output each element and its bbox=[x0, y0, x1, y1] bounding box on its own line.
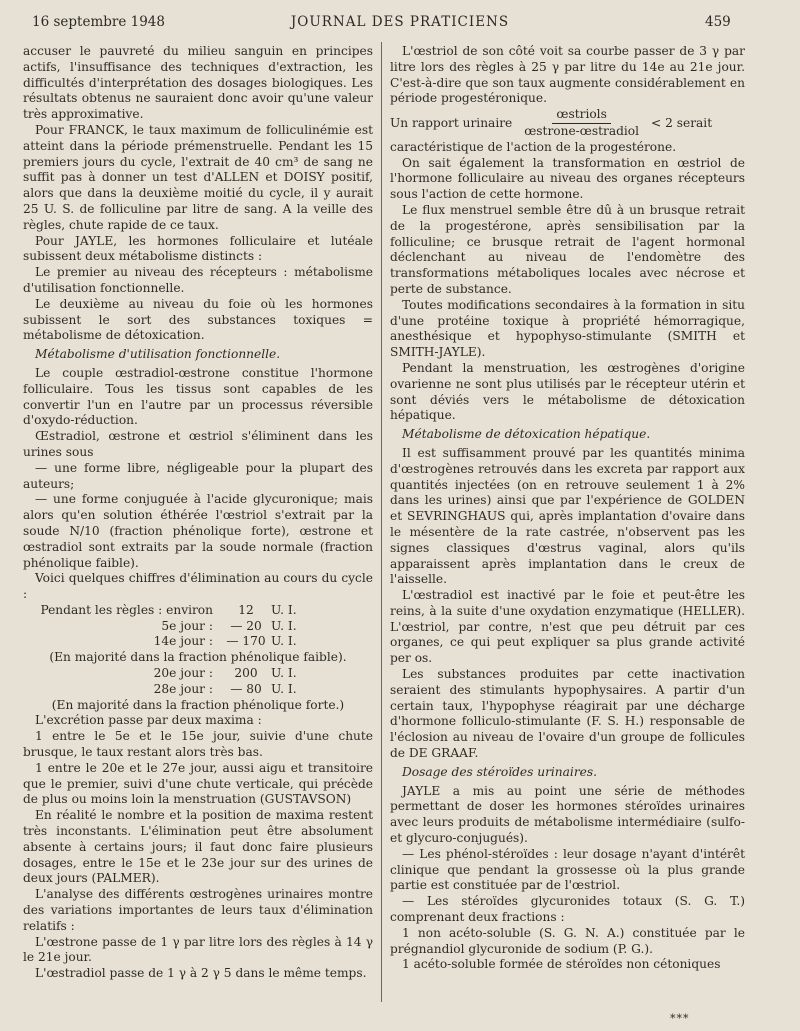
page-number: 459 bbox=[705, 14, 731, 30]
table-cell: U. I. bbox=[271, 681, 297, 696]
paragraph: — Les stéroïdes glycuronides totaux (S. G. T.) comprenant deux fractions : bbox=[390, 894, 745, 925]
table-cell: U. I. bbox=[271, 618, 297, 633]
left-column bbox=[23, 44, 373, 982]
table-cell: U. I. bbox=[271, 602, 297, 617]
table-cell: 14e jour : bbox=[153, 634, 213, 649]
table-cell: Pendant les règles : environ bbox=[40, 602, 213, 617]
table-cell: 12 bbox=[238, 602, 254, 617]
header-date: 16 septembre 1948 bbox=[32, 14, 165, 30]
paragraph: L'œstradiol est inactivé par le foie et peut-être les reins, à la suite d'une oxydation enzymatique (HELLER). L'œstriol, par contre, n'est que peu détruit par ces organes, ce qui peut expliquer sa plus grande activité per os. bbox=[390, 588, 745, 666]
paragraph: 1 entre le 5e et le 15e jour, suivie d'une chute brusque, le taux restant alors très bas. bbox=[23, 729, 373, 760]
paragraph: 1 non acéto-soluble (S. G. N. A.) constituée par le prégnandiol glycuronide de sodium (P. G.). bbox=[390, 925, 745, 956]
table-cell: U. I. bbox=[271, 666, 297, 681]
paragraph: Pendant la menstruation, les œstrogènes d'origine ovarienne ne sont plus utilisés par le récepteur utérin et sont déviés vers le métabolisme de détoxication hépatique. bbox=[390, 360, 745, 423]
table-cell: U. I. bbox=[271, 634, 297, 649]
fraction-denominator: œstrone-œstradiol bbox=[524, 123, 640, 138]
table-cell: 28e jour : bbox=[153, 681, 213, 696]
paragraph: — Les phénol-stéroïdes : leur dosage n'ayant d'intérêt clinique que pendant la grossesse où la plus grande partie est constituée par de l'œstriol. bbox=[390, 846, 745, 893]
table-row bbox=[23, 603, 373, 619]
paragraph: Voici quelques chiffres d'élimination au cours du cycle : bbox=[23, 571, 373, 602]
table-cell: — 170 bbox=[226, 634, 266, 649]
paragraph: Le deuxième au niveau du foie où les hormones subissent le sort des substances toxiques = métabolisme de détoxication. bbox=[23, 296, 373, 343]
journal-title: JOURNAL DES PRATICIENS bbox=[290, 14, 510, 30]
table-cell: 200 bbox=[234, 666, 258, 681]
paragraph: — une forme libre, négligeable pour la plupart des auteurs; bbox=[23, 460, 373, 491]
table-row bbox=[23, 619, 373, 635]
paragraph: Le couple œstradiol-œstrone constitue l'hormone folliculaire. Tous les tissus sont capables de les convertir l'un en l'autre par un processus réversible d'oxydo-réduction. bbox=[23, 365, 373, 428]
paragraph: En réalité le nombre et la position de maxima restent très inconstants. L'élimination peut être absolument absente à certains jours; il faut donc faire plusieurs dosages, entre le 15e et le 23e jour sur des urines de deux jours (PALMER). bbox=[23, 808, 373, 886]
paragraph: L'excrétion passe par deux maxima : bbox=[35, 713, 262, 728]
paragraph: accuser le pauvreté du milieu sanguin en principes actifs, l'insuffisance des techniques d'extraction, les difficultés d'interprétation des dosages biologiques. Les résultats obtenus ne sauraient donc avoir qu'une valeur très approximative. bbox=[23, 44, 373, 122]
table-row bbox=[23, 666, 373, 682]
paragraph: 1 acéto-soluble formée de stéroïdes non cétoniques bbox=[402, 957, 721, 972]
paragraph: Toutes modifications secondaires à la formation in situ d'une protéine toxique à propriété hémorragique, anesthésique et hypophyso-stimulante (SMITH et SMITH-JAYLE). bbox=[390, 297, 745, 360]
paragraph: L'œstrone passe de 1 γ par litre lors des règles à 14 γ le 21e jour. bbox=[23, 934, 373, 965]
paragraph: Le flux menstruel semble être dû à un brusque retrait de la progestérone, après sensibilisation par la folliculine; ce brusque retrait de l'agent hormonal déclenchant au niveau de l'endomètre des transformations métaboliques locales avec nécrose et perte de substance. bbox=[390, 202, 745, 296]
ratio-formula bbox=[390, 107, 745, 140]
paragraph: L'œstradiol passe de 1 γ à 2 γ 5 dans le même temps. bbox=[35, 966, 367, 981]
section-heading: Dosage des stéroïdes urinaires. bbox=[402, 764, 597, 779]
paragraph: Œstradiol, œstrone et œstriol s'éliminent dans les urines sous bbox=[23, 429, 373, 459]
table-row bbox=[23, 682, 373, 698]
paragraph: On sait également la transformation en œstriol de l'hormone folliculaire au niveau des organes récepteurs sous l'action de cette hormone. bbox=[390, 155, 745, 202]
section-heading: Métabolisme d'utilisation fonctionnelle. bbox=[35, 347, 281, 362]
footer-mark: *** bbox=[670, 1012, 690, 1025]
paragraph: caractéristique de l'action de la progestérone. bbox=[390, 139, 677, 154]
paragraph: Les substances produites par cette inactivation seraient des stimulants hypophysaires. A partir d'un certain taux, l'hypophyse réagirait par une décharge d'hormone folliculo-stimulante (F. S. H.) responsable de l'éclosion au niveau de l'ovaire d'un groupe de follicules de DE GRAAF. bbox=[390, 667, 745, 761]
right-column bbox=[390, 44, 745, 973]
paragraph: Le premier au niveau des récepteurs : métabolisme d'utilisation fonctionnelle. bbox=[23, 265, 373, 295]
fraction bbox=[520, 107, 643, 140]
formula-prefix: Un rapport urinaire bbox=[390, 115, 513, 130]
paragraph: L'analyse des différents œstrogènes urinaires montre des variations importantes de leurs taux d'élimination relatifs : bbox=[23, 887, 373, 933]
paragraph: — une forme conjuguée à l'acide glycuronique; mais alors qu'en solution éthérée l'œstriol s'extrait par la soude N/10 (fraction phénolique forte), œstrone et œstradiol sont extraits par la soude normale (fraction phénolique faible). bbox=[23, 492, 373, 570]
page-header bbox=[0, 10, 800, 36]
formula-suffix: < 2 serait bbox=[651, 115, 713, 130]
elimination-table bbox=[23, 603, 373, 714]
paragraph: Pour JAYLE, les hormones folliculaire et lutéale subissent deux métabolisme distincts : bbox=[23, 233, 373, 264]
paragraph: 1 entre le 20e et le 27e jour, aussi aigu et transitoire que le premier, suivi d'une chute verticale, qui précède de plus ou moins loin la menstruation (GUSTAVSON) bbox=[23, 760, 373, 807]
table-note: (En majorité dans la fraction phénolique faible). bbox=[49, 650, 347, 665]
paragraph: JAYLE a mis au point une série de méthodes permettant de doser les hormones stéroïdes urinaires avec leurs produits de métabolisme intermédiaire (sulfo- et glycuro-conjugués). bbox=[390, 783, 745, 846]
paragraph: L'œstriol de son côté voit sa courbe passer de 3 γ par litre lors des règles à 25 γ par litre du 14e au 21e jour. C'est-à-dire que son taux augmente considérablement en période progestéronique. bbox=[390, 44, 745, 106]
paragraph: Il est suffisamment prouvé par les quantités minima d'œstrogènes retrouvés dans les excreta par rapport aux quantités injectées (on en retrouve seulement 1 à 2% dans les urines) ainsi que par l'expérience de GOLDEN et SEVRINGHAUS qui, après implantation d'ovaire dans le mésentère de la rate castrée, n'observent pas les signes classiques d'œstrus vaginal, alors qu'ils apparaissent après implantation dans le creux de l'aisselle. bbox=[390, 445, 745, 587]
table-cell: — 20 bbox=[230, 618, 262, 633]
table-note: (En majorité dans la fraction phénolique forte.) bbox=[51, 697, 345, 712]
table-cell: 5e jour : bbox=[161, 618, 213, 633]
section-heading: Métabolisme de détoxication hépatique. bbox=[402, 427, 651, 442]
paragraph: Pour FRANCK, le taux maximum de folliculinémie est atteint dans la période prémenstruelle. Pendant les 15 premiers jours du cycle, l'extrait de 40 cm³ de sang ne suffit pas à donner un test d'ALLEN et DOISY positif, alors que dans la deuxième moitié du cycle, il y aurait 25 U. S. de folliculine par litre de sang. A la veille des règles, chute rapide de ce taux. bbox=[23, 122, 373, 232]
table-row bbox=[23, 634, 373, 650]
table-cell: 20e jour : bbox=[153, 666, 213, 681]
fraction-numerator: œstriols bbox=[552, 107, 610, 124]
table-cell: — 80 bbox=[230, 681, 262, 696]
column-divider bbox=[381, 42, 382, 1002]
